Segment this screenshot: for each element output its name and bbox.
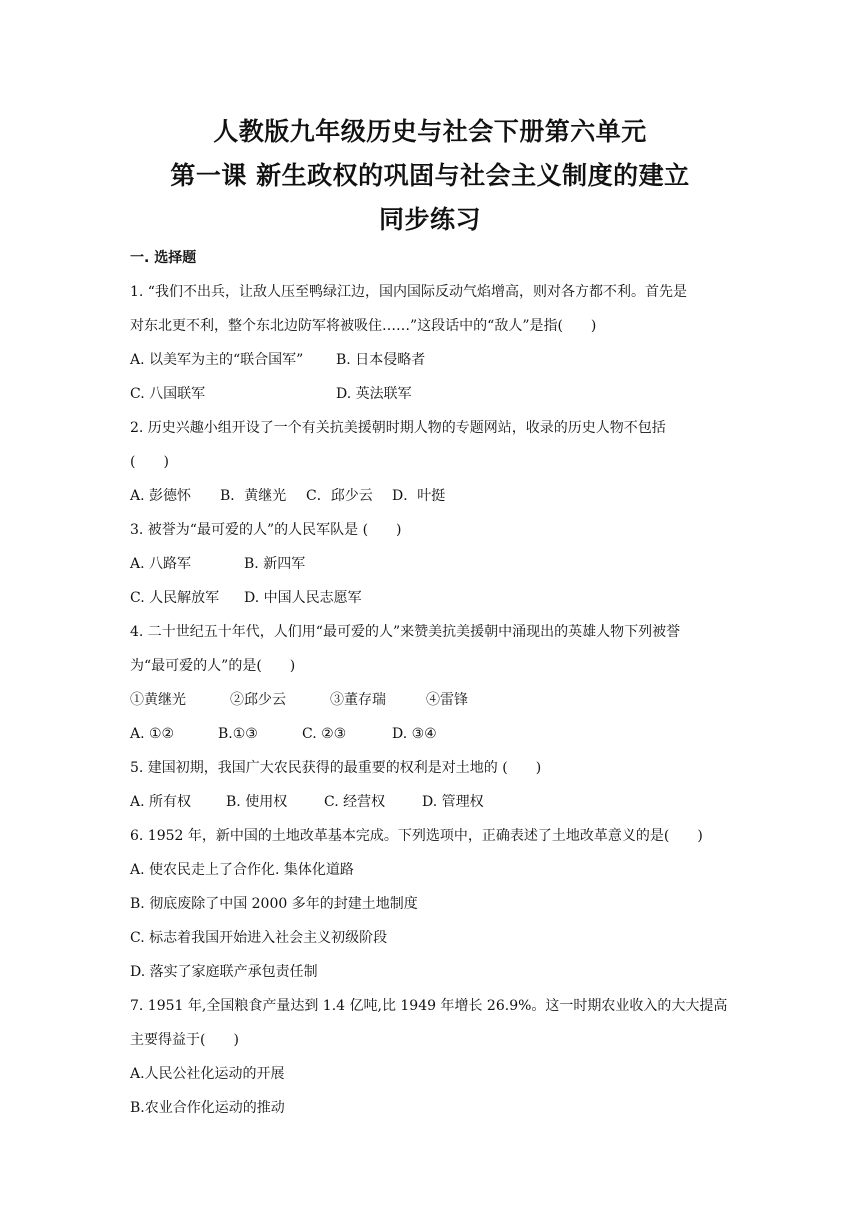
q1-stem-line-1: 1. “我们不出兵，让敌人压至鸭绿江边，国内国际反动气焰增高，则对各方都不利。首先是 [130, 284, 687, 300]
q3-option-d: D. 中国人民志愿军 [244, 590, 362, 606]
q6-option-d: D. 落实了家庭联产承包责任制 [130, 964, 318, 980]
q2-option-c: C．邱少云 [306, 488, 373, 504]
q4-item-2: ②邱少云 [230, 692, 286, 708]
q1-option-b: B. 日本侵略者 [336, 352, 426, 368]
q6-option-c: C. 标志着我国开始进入社会主义初级阶段 [130, 930, 388, 946]
q1-option-a: A. 以美军为主的“联合国军” [130, 352, 304, 368]
q2-stem-line-1: 2. 历史兴趣小组开设了一个有关抗美援朝时期人物的专题网站，收录的历史人物不包括 [130, 420, 666, 436]
q5-option-b: B. 使用权 [226, 794, 288, 810]
q7-stem-line-2: 主要得益于( ) [130, 1032, 239, 1048]
q1-stem-line-2: 对东北更不利，整个东北边防军将被吸住……”这段话中的“敌人”是指( ) [130, 318, 597, 334]
q1-option-c: C. 八国联军 [130, 386, 206, 402]
q3-option-a: A. 八路军 [130, 556, 192, 572]
q7-stem-line-1: 7. 1951 年,全国粮食产量达到 1.4 亿吨,比 1949 年增长 26.9%。这一时期农业收入的大大提高 [130, 998, 728, 1014]
q4-item-3: ③董存瑞 [330, 692, 386, 708]
q7-option-b: B.农业合作化运动的推动 [130, 1100, 285, 1116]
q3-option-b: B. 新四军 [244, 556, 306, 572]
q6-option-b: B. 彻底废除了中国 2000 多年的封建土地制度 [130, 896, 418, 912]
q5-stem: 5. 建国初期，我国广大农民获得的最重要的权利是对土地的 ( ) [130, 760, 542, 776]
q4-option-d: D. ③④ [392, 726, 437, 742]
q4-option-a: A. ①② [130, 726, 175, 742]
q6-option-a: A. 使农民走上了合作化. 集体化道路 [130, 862, 354, 878]
q4-option-b: B.①③ [218, 726, 258, 742]
q5-option-c: C. 经营权 [324, 794, 386, 810]
q4-item-1: ①黄继光 [130, 692, 186, 708]
q1-option-d: D. 英法联军 [336, 386, 412, 402]
q4-stem-line-1: 4. 二十世纪五十年代，人们用“最可爱的人”来赞美抗美援朝中涌现出的英雄人物下列被誉 [130, 624, 681, 640]
q7-option-a: A.人民公社化运动的开展 [130, 1066, 285, 1082]
q5-option-d: D. 管理权 [422, 794, 484, 810]
title-line-3: 同步练习 [378, 205, 481, 234]
q2-option-a: A. 彭德怀 [130, 488, 192, 504]
q3-option-c: C. 人民解放军 [130, 590, 220, 606]
q4-stem-line-2: 为“最可爱的人”的是( ) [130, 658, 296, 674]
title-line-1: 人教版九年级历史与社会下册第六单元 [213, 117, 647, 146]
q4-option-c: C. ②③ [302, 726, 347, 742]
section-heading: 一. 选择题 [130, 250, 197, 266]
q5-option-a: A. 所有权 [130, 794, 192, 810]
q2-option-d: D．叶挺 [392, 488, 446, 504]
q6-stem: 6. 1952 年，新中国的土地改革基本完成。下列选项中，正确表述了土地改革意义的是( ) [130, 828, 703, 844]
title-line-2: 第一课 新生政权的巩固与社会主义制度的建立 [170, 161, 690, 190]
q3-stem: 3. 被誉为“最可爱的人”的人民军队是 ( ) [130, 522, 402, 538]
q4-item-4: ④雷锋 [426, 692, 468, 708]
q2-option-b: B．黄继光 [220, 488, 287, 504]
q2-stem-line-2: ( ) [130, 454, 169, 470]
